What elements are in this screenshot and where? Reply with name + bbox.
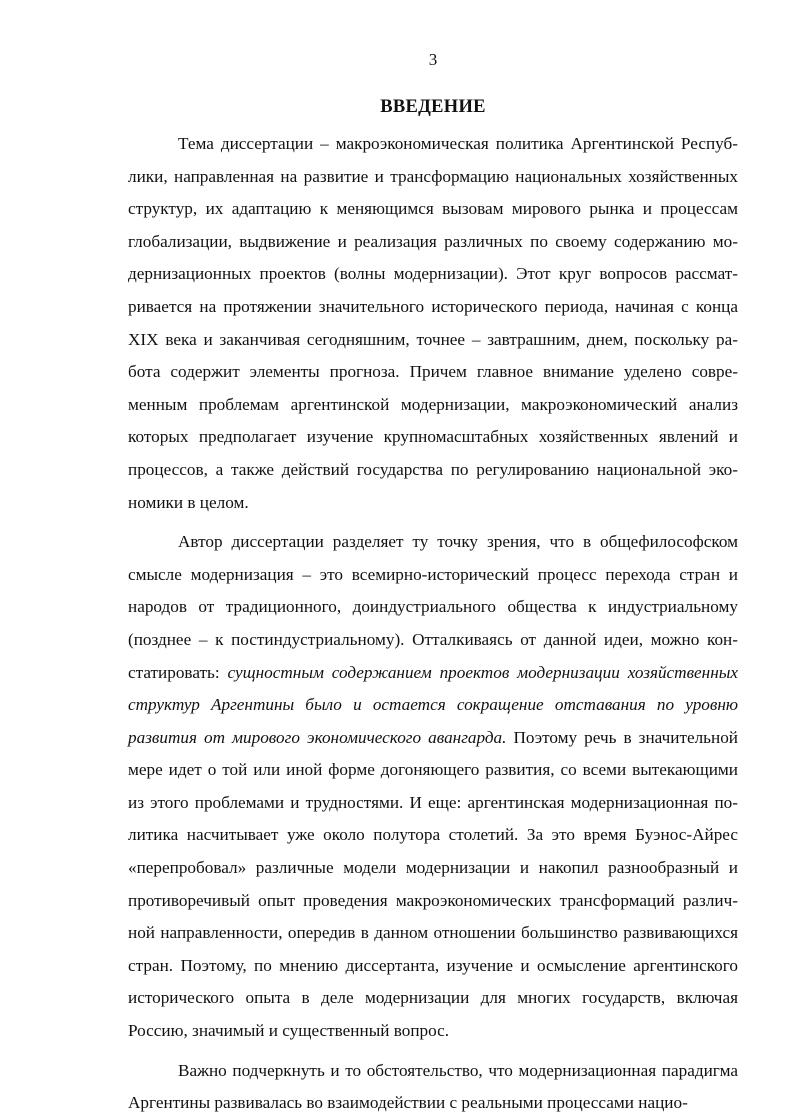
page-number: 3 <box>428 50 438 69</box>
paragraph-topic <box>128 128 738 519</box>
paragraph-topic-text: Тема диссертации – макроэкономическая политика Аргентинской Республики, направленная на развитие и трансформацию национальных хозяйственных структур, их адаптацию к меняющимся вызовам мирового рынка и процессам глобализации, выдвижение и реализация различных по своему содержанию модернизационных проектов (волны модернизации). Этот круг вопросов рассматривается на протяжении значительного исторического периода, начиная с конца XIX века и заканчивая сегодняшним, точнее – завтрашним, днем, поскольку работа содержит элементы прогноза. Причем главное внимание уделено современным проблемам аргентинской модернизации, макроэкономический анализ которых предполагает изучение крупномасштабных хозяйственных явлений и процессов, а также действий государства по регулированию национальной экономики в целом. <box>128 134 738 512</box>
paragraph-paradigm-text: Важно подчеркнуть и то обстоятельство, что модернизационная парадигма Аргентины развивалась во взаимодействии с реальными процессами нацио- <box>128 1060 738 1113</box>
paragraph-modernization-text-end: Поэтому речь в значительной мере идет о той или иной форме догоняющего развития, со всеми вытекающими из этого проблемами и трудностями. И еще: аргентинская модернизационная политика насчитывает уже около полутора столетий. За это время Буэнос-Айрес «перепробовал» различные модели модернизации и накопил разнообразный и противоречивый опыт проведения макроэкономических трансформаций различной направленности, опередив в данном отношении большинство развивающихся стран. Поэтому, по мнению диссертанта, изучение и осмысление аргентинского исторического опыта в деле модернизации для многих государств, включая Россию, значимый и существенный вопрос. <box>128 727 738 1041</box>
paragraph-modernization-text-start: Автор диссертации разделяет ту точку зрения, что в общефилософском смысле модернизация – это всемирно-исторический процесс перехода стран и народов от традиционного, доиндустриального общества к индустриальному (позднее – к постиндустриальному). Отталкиваясь от данной идеи, можно констатировать: <box>128 532 738 682</box>
section-title: ВВЕДЕНИЕ <box>380 97 486 117</box>
paragraph-modernization <box>128 526 738 1048</box>
paragraph-paradigm <box>128 1055 738 1120</box>
paragraph-modernization-emphasis: сущностным содержанием проектов модернизации хозяйственных структур Аргентины было и остается сокращение отставания по уровню развития от мирового экономического авангарда. <box>128 662 738 747</box>
document-body <box>128 128 738 1120</box>
